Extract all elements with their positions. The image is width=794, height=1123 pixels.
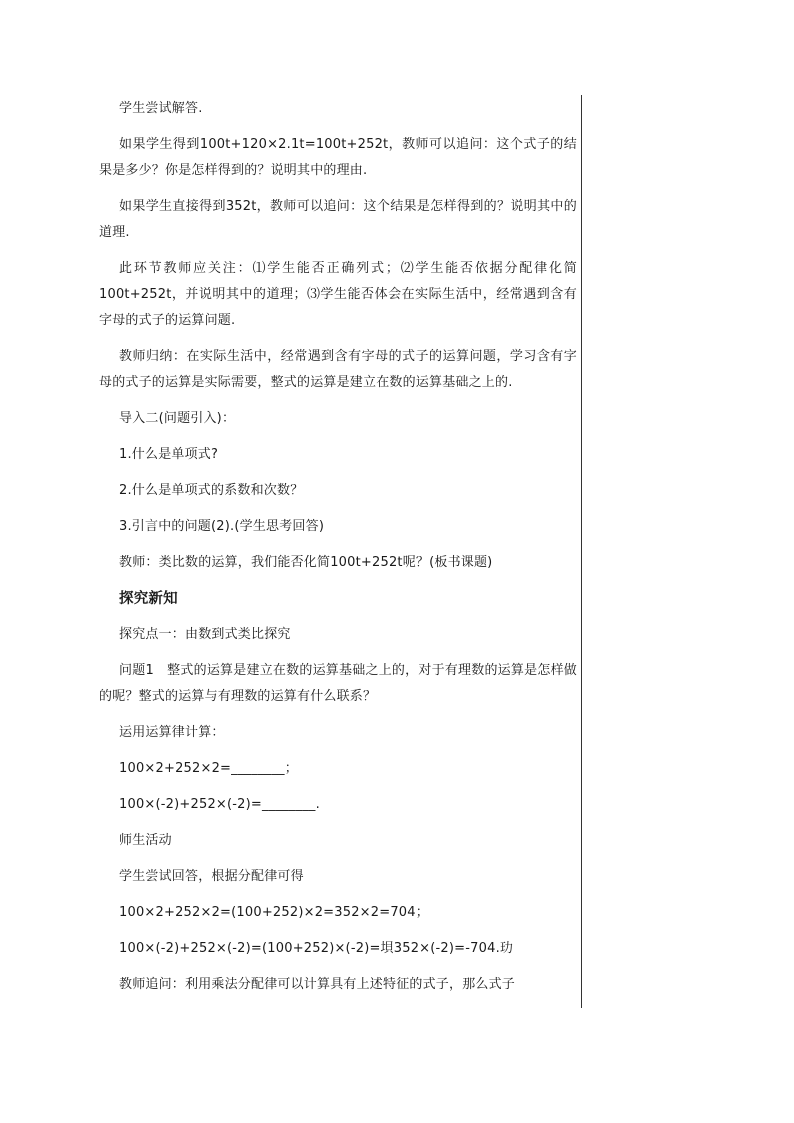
exercise-line-2: 100×(-2)+252×(-2)=________. xyxy=(119,797,320,812)
question-3: 3.引言中的问题(2).(学生思考回答) xyxy=(119,519,325,534)
paragraph-teacher-question: 教师追问：利用乘法分配律可以计算具有上述特征的式子，那么式子 xyxy=(119,977,516,992)
exercise-line-1: 100×2+252×2=________； xyxy=(119,761,298,776)
solution-line-1: 100×2+252×2=(100+252)×2=352×2=704； xyxy=(119,905,429,920)
question-1: 1.什么是单项式? xyxy=(119,447,219,462)
paragraph-apply-laws: 运用运算律计算： xyxy=(119,725,225,740)
paragraph-explore-point-1: 探究点一：由数到式类比探究 xyxy=(119,627,291,642)
paragraph-teacher-summary: 教师归纳：在实际生活中，经常遇到含有字母的式子的运算问题，学习含有字母的式子的运算是实际需要，整式的运算是建立在数的运算基础之上的. xyxy=(99,349,577,390)
paragraph-teacher-focus: 此环节教师应关注：⑴学生能否正确列式；⑵学生能否依据分配律化简100t+252t，并说明其中的道理；⑶学生能否体会在实际生活中，经常遇到含有字母的式子的运算问题. xyxy=(99,261,577,328)
paragraph-activity: 师生活动 xyxy=(119,833,172,848)
table-border-line xyxy=(581,95,582,1008)
paragraph-student-answer: 学生尝试解答. xyxy=(119,101,203,116)
paragraph-problem-1: 问题1 整式的运算是建立在数的运算基础之上的，对于有理数的运算是怎样做的呢？整式的运算与有理数的运算有什么联系？ xyxy=(99,663,577,704)
paragraph-intro-two: 导入二(问题引入)： xyxy=(119,411,236,426)
paragraph-teacher-analogy: 教师：类比数的运算，我们能否化简100t+252t呢？(板书课题) xyxy=(119,555,493,570)
paragraph-follow-up-2: 如果学生直接得到352t，教师可以追问：这个结果是怎样得到的？说明其中的道理. xyxy=(99,199,577,240)
lesson-content xyxy=(99,96,577,998)
paragraph-student-try: 学生尝试回答，根据分配律可得 xyxy=(119,869,304,884)
solution-line-2: 100×(-2)+252×(-2)=(100+252)×(-2)=垻352×(-2)=-704.玏 xyxy=(119,941,514,956)
section-heading-explore: 探究新知 xyxy=(119,591,178,607)
question-2: 2.什么是单项式的系数和次数？ xyxy=(119,483,304,498)
paragraph-follow-up-1: 如果学生得到100t+120×2.1t=100t+252t，教师可以追问：这个式子的结果是多少？你是怎样得到的？说明其中的理由. xyxy=(99,137,577,178)
